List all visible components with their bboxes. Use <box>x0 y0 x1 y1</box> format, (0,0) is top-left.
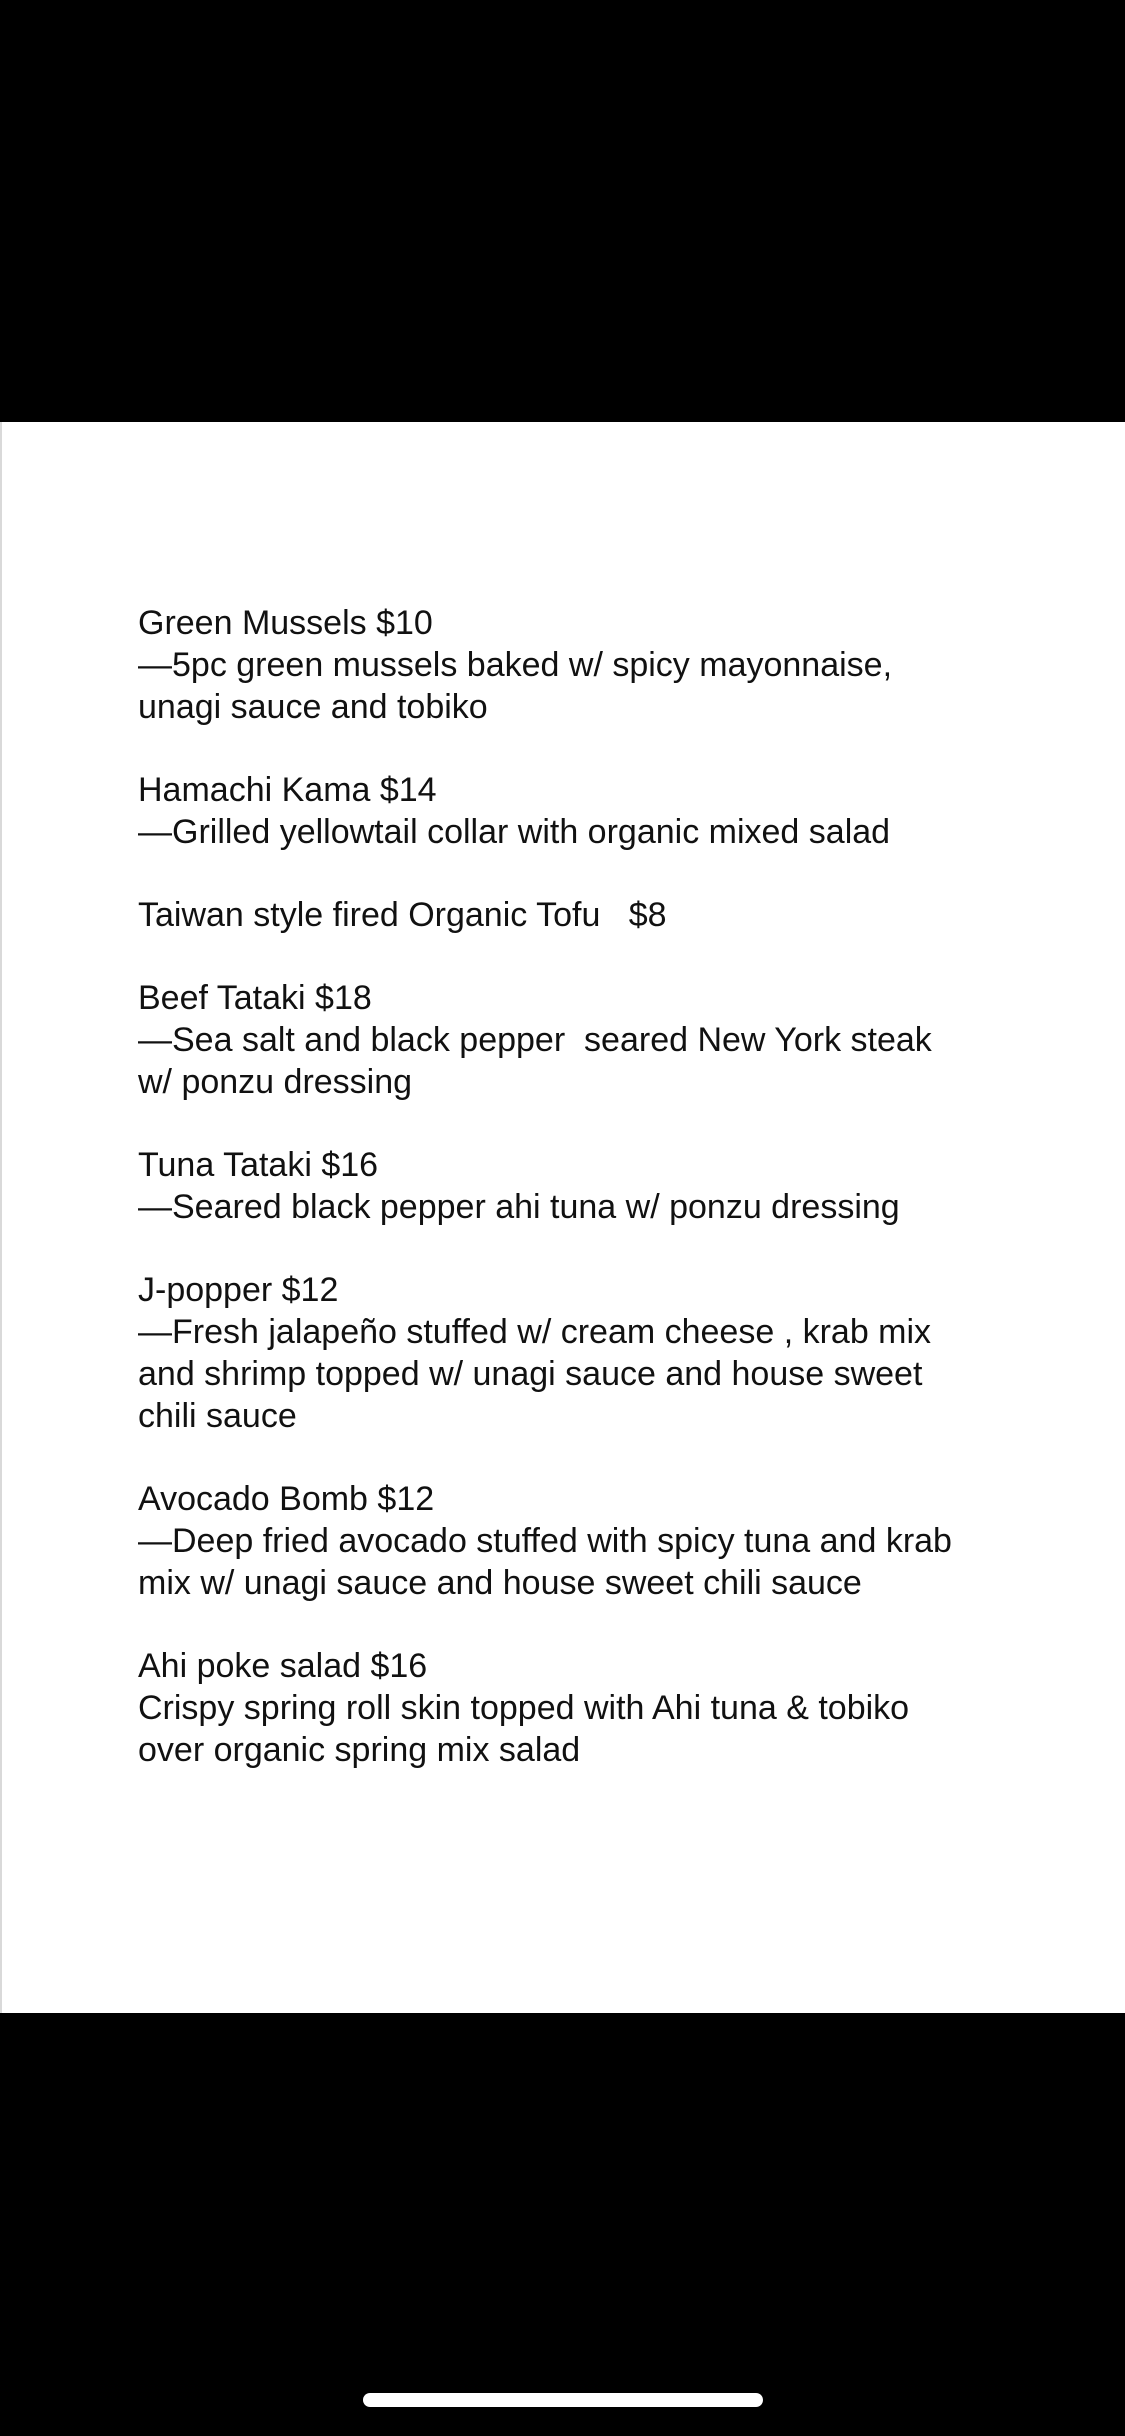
menu-item-title: Taiwan style fired Organic Tofu $8 <box>138 896 667 934</box>
menu-item-description: —Fresh jalapeño stuffed w/ cream cheese , krab mix and shrimp topped w/ unagi sauce and house sweet chili sauce <box>138 1313 932 1435</box>
menu-item-title: Green Mussels $10 <box>138 604 433 642</box>
menu-list <box>138 602 998 1812</box>
menu-item-description: —Grilled yellowtail collar with organic mixed salad <box>138 813 891 851</box>
menu-item-title: Ahi poke salad $16 <box>138 1647 428 1685</box>
menu-item-description: —5pc green mussels baked w/ spicy mayonnaise, unagi sauce and tobiko <box>138 646 893 726</box>
menu-item-description: Crispy spring roll skin topped with Ahi tuna & tobiko over organic spring mix salad <box>138 1689 910 1769</box>
menu-item-j-popper <box>138 1269 998 1437</box>
menu-item-description: —Seared black pepper ahi tuna w/ ponzu dressing <box>138 1188 900 1226</box>
menu-item-description: —Deep fried avocado stuffed with spicy tuna and krab mix w/ unagi sauce and house sweet chili sauce <box>138 1522 952 1602</box>
menu-item-green-mussels <box>138 602 998 728</box>
menu-item-title: Avocado Bomb $12 <box>138 1480 435 1518</box>
menu-image <box>0 422 1125 2013</box>
top-letterbox <box>0 0 1125 422</box>
menu-item-title: J-popper $12 <box>138 1271 339 1309</box>
menu-item-avocado-bomb <box>138 1478 998 1604</box>
menu-item-title: Hamachi Kama $14 <box>138 771 437 809</box>
menu-item-title: Beef Tataki $18 <box>138 979 372 1017</box>
bottom-letterbox <box>0 2013 1125 2436</box>
menu-item-title: Tuna Tataki $16 <box>138 1146 379 1184</box>
home-indicator[interactable] <box>363 2393 763 2407</box>
menu-item-ahi-poke-salad <box>138 1645 998 1771</box>
menu-item-hamachi-kama <box>138 769 998 853</box>
menu-item-description: —Sea salt and black pepper seared New York steak w/ ponzu dressing <box>138 1021 932 1101</box>
menu-item-tuna-tataki <box>138 1144 998 1228</box>
menu-item-taiwan-tofu <box>138 894 998 936</box>
menu-item-beef-tataki <box>138 977 998 1103</box>
